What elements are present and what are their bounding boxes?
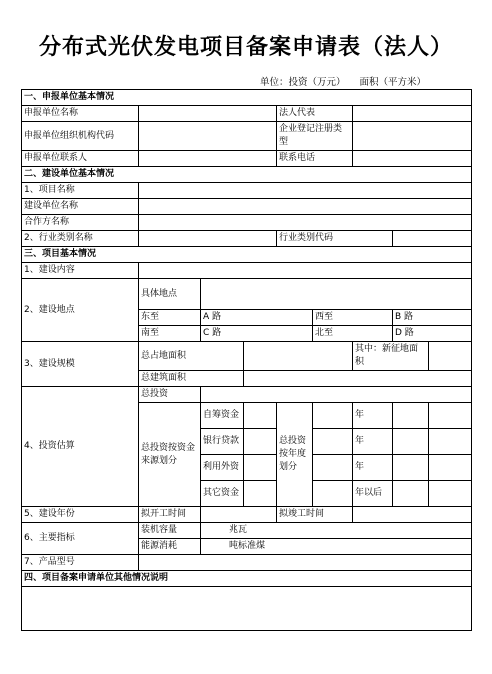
energy-label: 能源消耗 [139,539,201,555]
specific-location-value[interactable] [201,279,472,310]
section-2-header-row [22,167,472,183]
model-row [22,555,472,571]
year-4-amount[interactable] [393,481,429,507]
legal-rep-label: 法人代表 [277,106,353,122]
section-3-header: 三、项目基本情况 [22,247,472,263]
east-value[interactable]: A 路 [201,310,313,326]
reg-type-label: 企业登记注册类型 [277,122,353,151]
finish-value[interactable] [353,507,472,523]
self-raise-value[interactable] [244,403,277,429]
year-after-label: 年以后 [353,481,393,507]
section-4-body-row [22,587,472,631]
industry-code-label: 行业类别代码 [277,231,393,247]
energy-value[interactable] [201,539,472,555]
section-3-header-row [22,247,472,263]
south-label: 南至 [139,326,201,342]
west-label: 西至 [313,310,393,326]
specific-location-label: 具体地点 [139,279,201,310]
application-form-table [21,89,472,631]
year-1-amount[interactable] [393,403,429,429]
industry-value[interactable] [139,231,277,247]
north-label: 北至 [313,326,393,342]
unit-name-label: 申报单位名称 [22,106,139,122]
year-2-value[interactable] [313,429,353,455]
build-area-value[interactable] [244,371,472,387]
invest-label: 4、投资估算 [22,387,139,507]
capacity-unit: 兆瓦 [229,525,248,535]
north-value[interactable]: D 路 [393,326,472,342]
model-label: 7、产品型号 [22,555,139,571]
project-name-label: 1、项目名称 [22,183,139,199]
year-4-extra[interactable] [429,481,472,507]
reg-type-value[interactable] [353,122,472,151]
partner-name-value[interactable] [139,215,472,231]
year-3-amount[interactable] [393,455,429,481]
unit-name-row [22,106,472,122]
years-label: 5、建设年份 [22,507,139,523]
year-2-amount[interactable] [393,429,429,455]
form-title: 分布式光伏发电项目备案申请表（法人） [38,34,453,60]
years-row [22,507,472,523]
invest-total-row [22,387,472,403]
other-label: 其它资金 [201,481,244,507]
year-1-value[interactable] [313,403,353,429]
content-value[interactable] [139,263,472,279]
self-raise-label: 自筹资金 [201,403,244,429]
total-invest-label: 总投资 [139,387,201,403]
unit-name-value[interactable] [139,106,277,122]
contact-value[interactable] [139,151,277,167]
project-name-value[interactable] [139,183,472,199]
energy-unit: 吨标准煤 [229,541,266,551]
capacity-row [22,523,472,539]
section-1-header: 一、申报单位基本情况 [22,90,472,106]
org-code-value[interactable] [139,122,277,151]
new-land-label: 其中：新征地面积 [353,342,429,371]
capacity-value[interactable] [201,523,472,539]
section-4-body[interactable] [22,587,472,631]
year-3-label: 年 [353,455,393,481]
units-note [260,74,426,88]
other-value[interactable] [244,481,277,507]
scale-label: 3、建设规模 [22,342,139,387]
year-4-value[interactable] [313,481,353,507]
year-2-extra[interactable] [429,429,472,455]
industry-label: 2、行业类别名称 [22,231,139,247]
bank-loan-label: 银行贷款 [201,429,244,455]
foreign-label: 利用外资 [201,455,244,481]
build-area-label: 总建筑面积 [139,371,244,387]
land-area-value[interactable] [244,342,353,371]
year-3-extra[interactable] [429,455,472,481]
capacity-label: 装机容量 [139,523,201,539]
project-name-row [22,183,472,199]
partner-name-row [22,215,472,231]
phone-label: 联系电话 [277,151,353,167]
builder-name-value[interactable] [139,199,472,215]
indicators-label: 6、主要指标 [22,523,139,555]
content-label: 1、建设内容 [22,263,139,279]
units-area: 面积（平方米） [359,77,427,88]
section-1-header-row [22,90,472,106]
new-land-value[interactable] [429,342,472,371]
partner-name-label: 合作方名称 [22,215,139,231]
scale-land-row [22,342,472,371]
legal-rep-value[interactable] [353,106,472,122]
org-code-row [22,122,472,151]
contact-row [22,151,472,167]
industry-code-value[interactable] [393,231,472,247]
finish-label: 拟竣工时间 [277,507,353,523]
source-label: 总投资按资金来源划分 [139,403,201,507]
land-area-label: 总占地面积 [139,342,244,371]
west-value[interactable]: B 路 [393,310,472,326]
section-2-header: 二、建设单位基本情况 [22,167,472,183]
builder-name-row [22,199,472,215]
foreign-value[interactable] [244,455,277,481]
year-3-value[interactable] [313,455,353,481]
total-invest-value[interactable] [201,387,472,403]
location-label: 2、建设地点 [22,279,139,342]
contact-label: 申报单位联系人 [22,151,139,167]
section-4-header: 四、项目备案申请单位其他情况说明 [22,571,472,587]
year-1-extra[interactable] [429,403,472,429]
section-4-header-row [22,571,472,587]
east-label: 东至 [139,310,201,326]
year-1-label: 年 [353,403,393,429]
bank-loan-value[interactable] [244,429,277,455]
annual-label: 总投资按年度划分 [277,403,313,507]
start-value[interactable] [201,507,277,523]
south-value[interactable]: C 路 [201,326,313,342]
industry-row [22,231,472,247]
model-value[interactable] [139,555,472,571]
units-investment: 单位：投资（万元） [260,77,346,88]
year-2-label: 年 [353,429,393,455]
content-row [22,263,472,279]
location-specific-row [22,279,472,310]
org-code-label: 申报单位组织机构代码 [22,122,139,151]
phone-value[interactable] [353,151,472,167]
builder-name-label: 建设单位名称 [22,199,139,215]
start-label: 拟开工时间 [139,507,201,523]
